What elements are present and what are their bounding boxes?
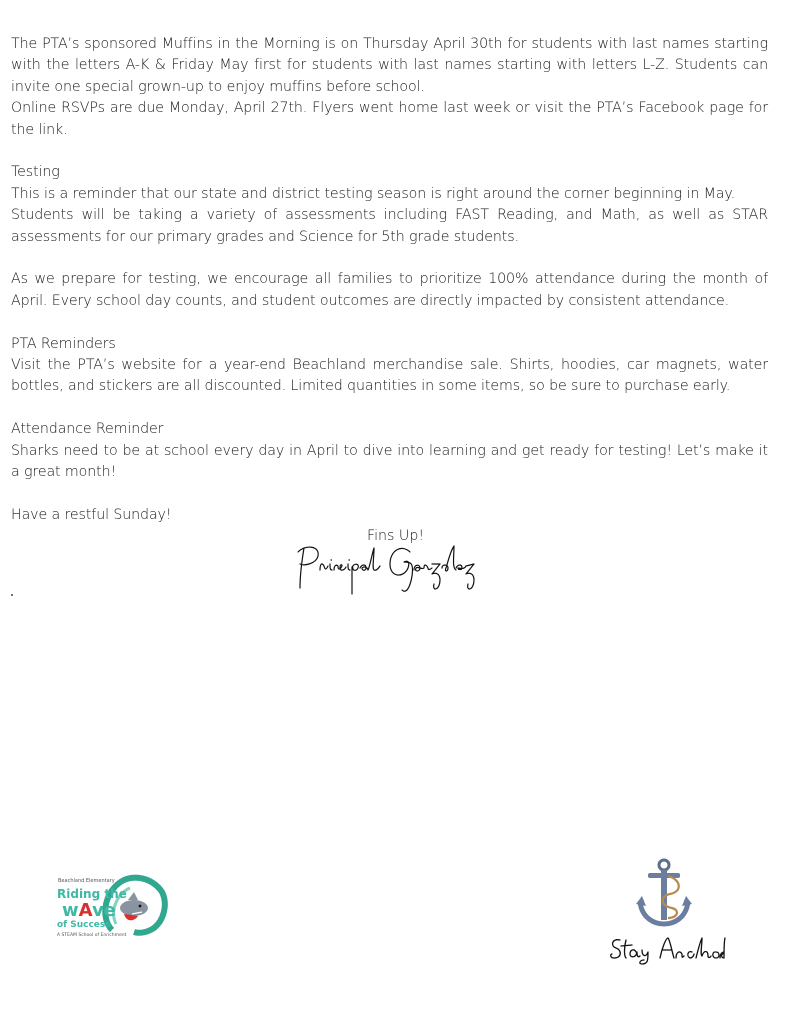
letter-body	[11, 34, 768, 526]
svg-text:Beachland Elementary: Beachland Elementary	[58, 878, 115, 884]
merch-sale-paragraph: Visit the PTA’s website for a year-end Beachland merchandise sale. Shirts, hoodies, car magnets, water bottles, and stickers are all discounted. Limited quantities in some items, so be sure to purchase early.	[11, 357, 768, 395]
rsvp-paragraph: Online RSVPs are due Monday, April 27th. Flyers went home last week or visit the PTA’s Facebook page for the link.	[11, 100, 768, 138]
muffins-paragraph: The PTA’s sponsored Muffins in the Morning is on Thursday April 30th for students with last names starting with the letters A-K & Friday May first for students with last names starting with letters L-Z. Students can invite one special grown-up to enjoy muffins before school.	[11, 36, 768, 95]
stay-anchored-script	[606, 932, 726, 966]
attendance-reminder-heading: Attendance Reminder	[11, 421, 164, 438]
svg-text:wAve: wAve	[62, 900, 116, 921]
svg-text:Riding the: Riding the	[57, 887, 127, 901]
attendance-testing-paragraph: As we prepare for testing, we encourage all families to prioritize 100% attendance during the month of April. Every school day counts, and student outcomes are directly impacted by consistent attendance.	[11, 271, 768, 309]
school-logo	[54, 870, 168, 940]
svg-text:of Success: of Success	[57, 920, 111, 930]
testing-heading: Testing	[11, 164, 60, 181]
closing-line: Have a restful Sunday!	[11, 506, 172, 523]
svg-text:A STEAM School of Enrichment: A STEAM School of Enrichment	[57, 933, 127, 938]
stray-dot	[11, 594, 13, 596]
signature-image	[290, 540, 490, 596]
anchor-icon	[634, 858, 696, 930]
pta-reminders-heading: PTA Reminders	[11, 335, 116, 352]
signoff: Fins Up!	[366, 528, 425, 544]
testing-reminder-paragraph: This is a reminder that our state and district testing season is right around the corner beginning in May.	[11, 185, 736, 202]
stay-anchored-text	[606, 932, 726, 966]
sharks-paragraph: Sharks need to be at school every day in April to dive into learning and get ready for testing! Let’s make it a great month!	[11, 442, 768, 481]
assessments-paragraph: Students will be taking a variety of assessments including FAST Reading, and Math, as well as STAR assessments for our primary grades and Science for 5th grade students.	[11, 207, 768, 245]
